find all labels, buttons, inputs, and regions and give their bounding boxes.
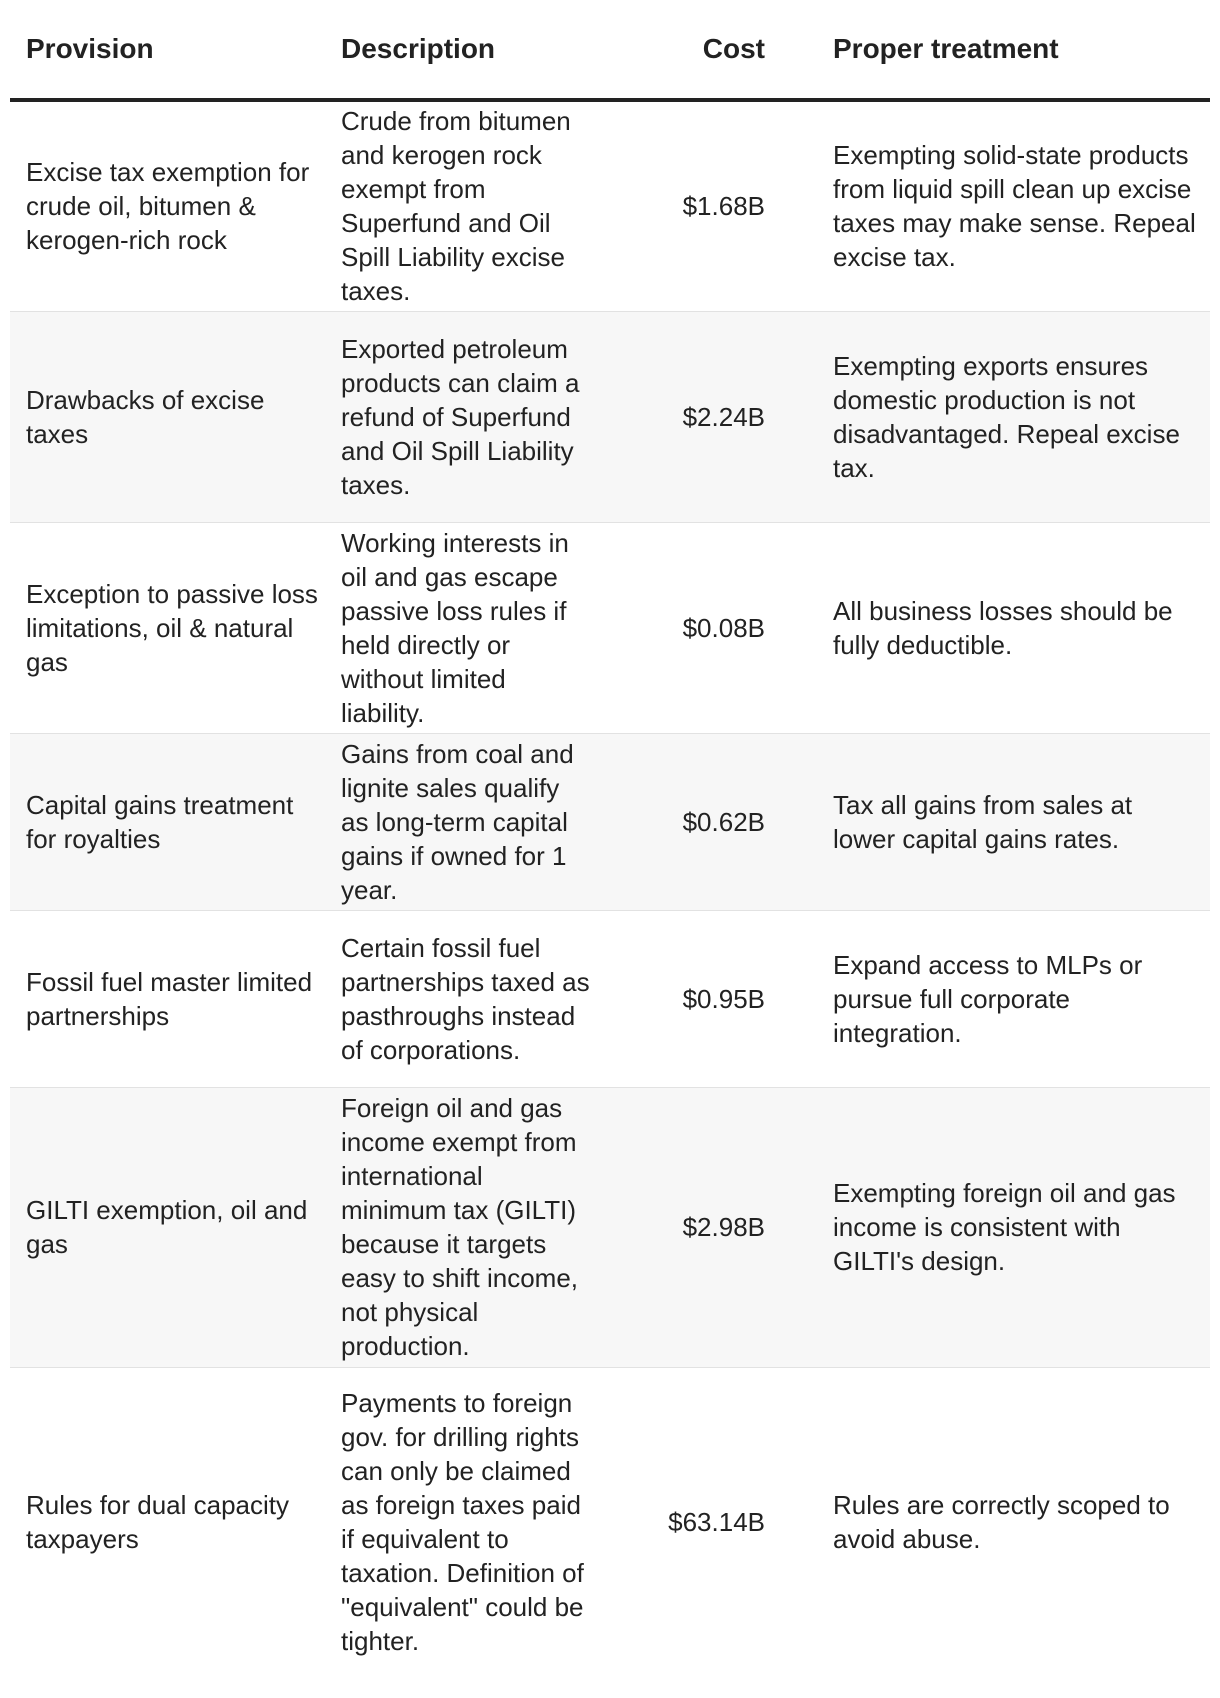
provision-cell: Capital gains treatment for royalties [10, 733, 341, 910]
table-row [10, 100, 1210, 311]
tax-provisions-table [10, 0, 1210, 1677]
header-row [10, 0, 1210, 100]
cost-cell: $63.14B [668, 1507, 765, 1538]
cost-cell: $2.24B [602, 311, 823, 522]
cost-cell: $0.08B [602, 522, 823, 733]
description-cell: Exported petroleum products can claim a refund of Superfund and Oil Spill Liability taxes. [341, 311, 602, 522]
tax-provisions-table-container [10, 0, 1210, 1677]
table-row [10, 1087, 1210, 1367]
description-cell: Gains from coal and lignite sales qualify as long-term capital gains if owned for 1 year. [341, 733, 602, 910]
treatment-cell: Rules are correctly scoped to avoid abuse. [833, 1490, 1170, 1555]
treatment-cell: Exempting foreign oil and gas income is consistent with GILTI's design. [823, 1087, 1210, 1367]
cost-cell: $1.68B [602, 100, 823, 311]
header-cost: Cost [602, 0, 823, 100]
table-row [10, 1367, 1210, 1677]
table-header [10, 0, 1210, 100]
table-row [10, 311, 1210, 522]
table-body [10, 100, 1210, 1677]
provision-cell: Fossil fuel master limited partnerships [10, 910, 341, 1087]
table-row [10, 910, 1210, 1087]
treatment-cell: Exempting exports ensures domestic production is not disadvantaged. Repeal excise tax. [823, 311, 1210, 522]
description-cell: Foreign oil and gas income exempt from international minimum tax (GILTI) because it targets easy to shift income, not physical production. [341, 1087, 602, 1367]
table-row [10, 522, 1210, 733]
description-cell: Crude from bitumen and kerogen rock exempt from Superfund and Oil Spill Liability excise taxes. [341, 100, 602, 311]
cost-cell: $0.62B [602, 733, 823, 910]
table-row [10, 733, 1210, 910]
treatment-cell: Exempting solid-state products from liquid spill clean up excise taxes may make sense. Repeal excise tax. [823, 100, 1210, 311]
header-proper-treatment: Proper treatment [823, 0, 1210, 100]
header-description: Description [341, 0, 602, 100]
treatment-cell: Tax all gains from sales at lower capital gains rates. [823, 733, 1210, 910]
description-cell: Working interests in oil and gas escape passive loss rules if held directly or without limited liability. [341, 522, 602, 733]
provision-cell: Excise tax exemption for crude oil, bitumen & kerogen-rich rock [10, 100, 341, 311]
treatment-cell: All business losses should be fully deductible. [823, 522, 1210, 733]
description-cell: Certain fossil fuel partnerships taxed as pasthroughs instead of corporations. [341, 910, 602, 1087]
description-cell: Payments to foreign gov. for drilling rights can only be claimed as foreign taxes paid if equivalent to taxation. Definition of "equivalent" could be tighter. [341, 1388, 584, 1657]
treatment-cell: Expand access to MLPs or pursue full corporate integration. [823, 910, 1210, 1087]
cost-cell: $2.98B [602, 1087, 823, 1367]
provision-cell: Rules for dual capacity taxpayers [26, 1490, 290, 1555]
header-provision: Provision [10, 0, 341, 100]
provision-cell: GILTI exemption, oil and gas [10, 1087, 341, 1367]
provision-cell: Exception to passive loss limitations, oil & natural gas [10, 522, 341, 733]
provision-cell: Drawbacks of excise taxes [10, 311, 341, 522]
cost-cell: $0.95B [602, 910, 823, 1087]
